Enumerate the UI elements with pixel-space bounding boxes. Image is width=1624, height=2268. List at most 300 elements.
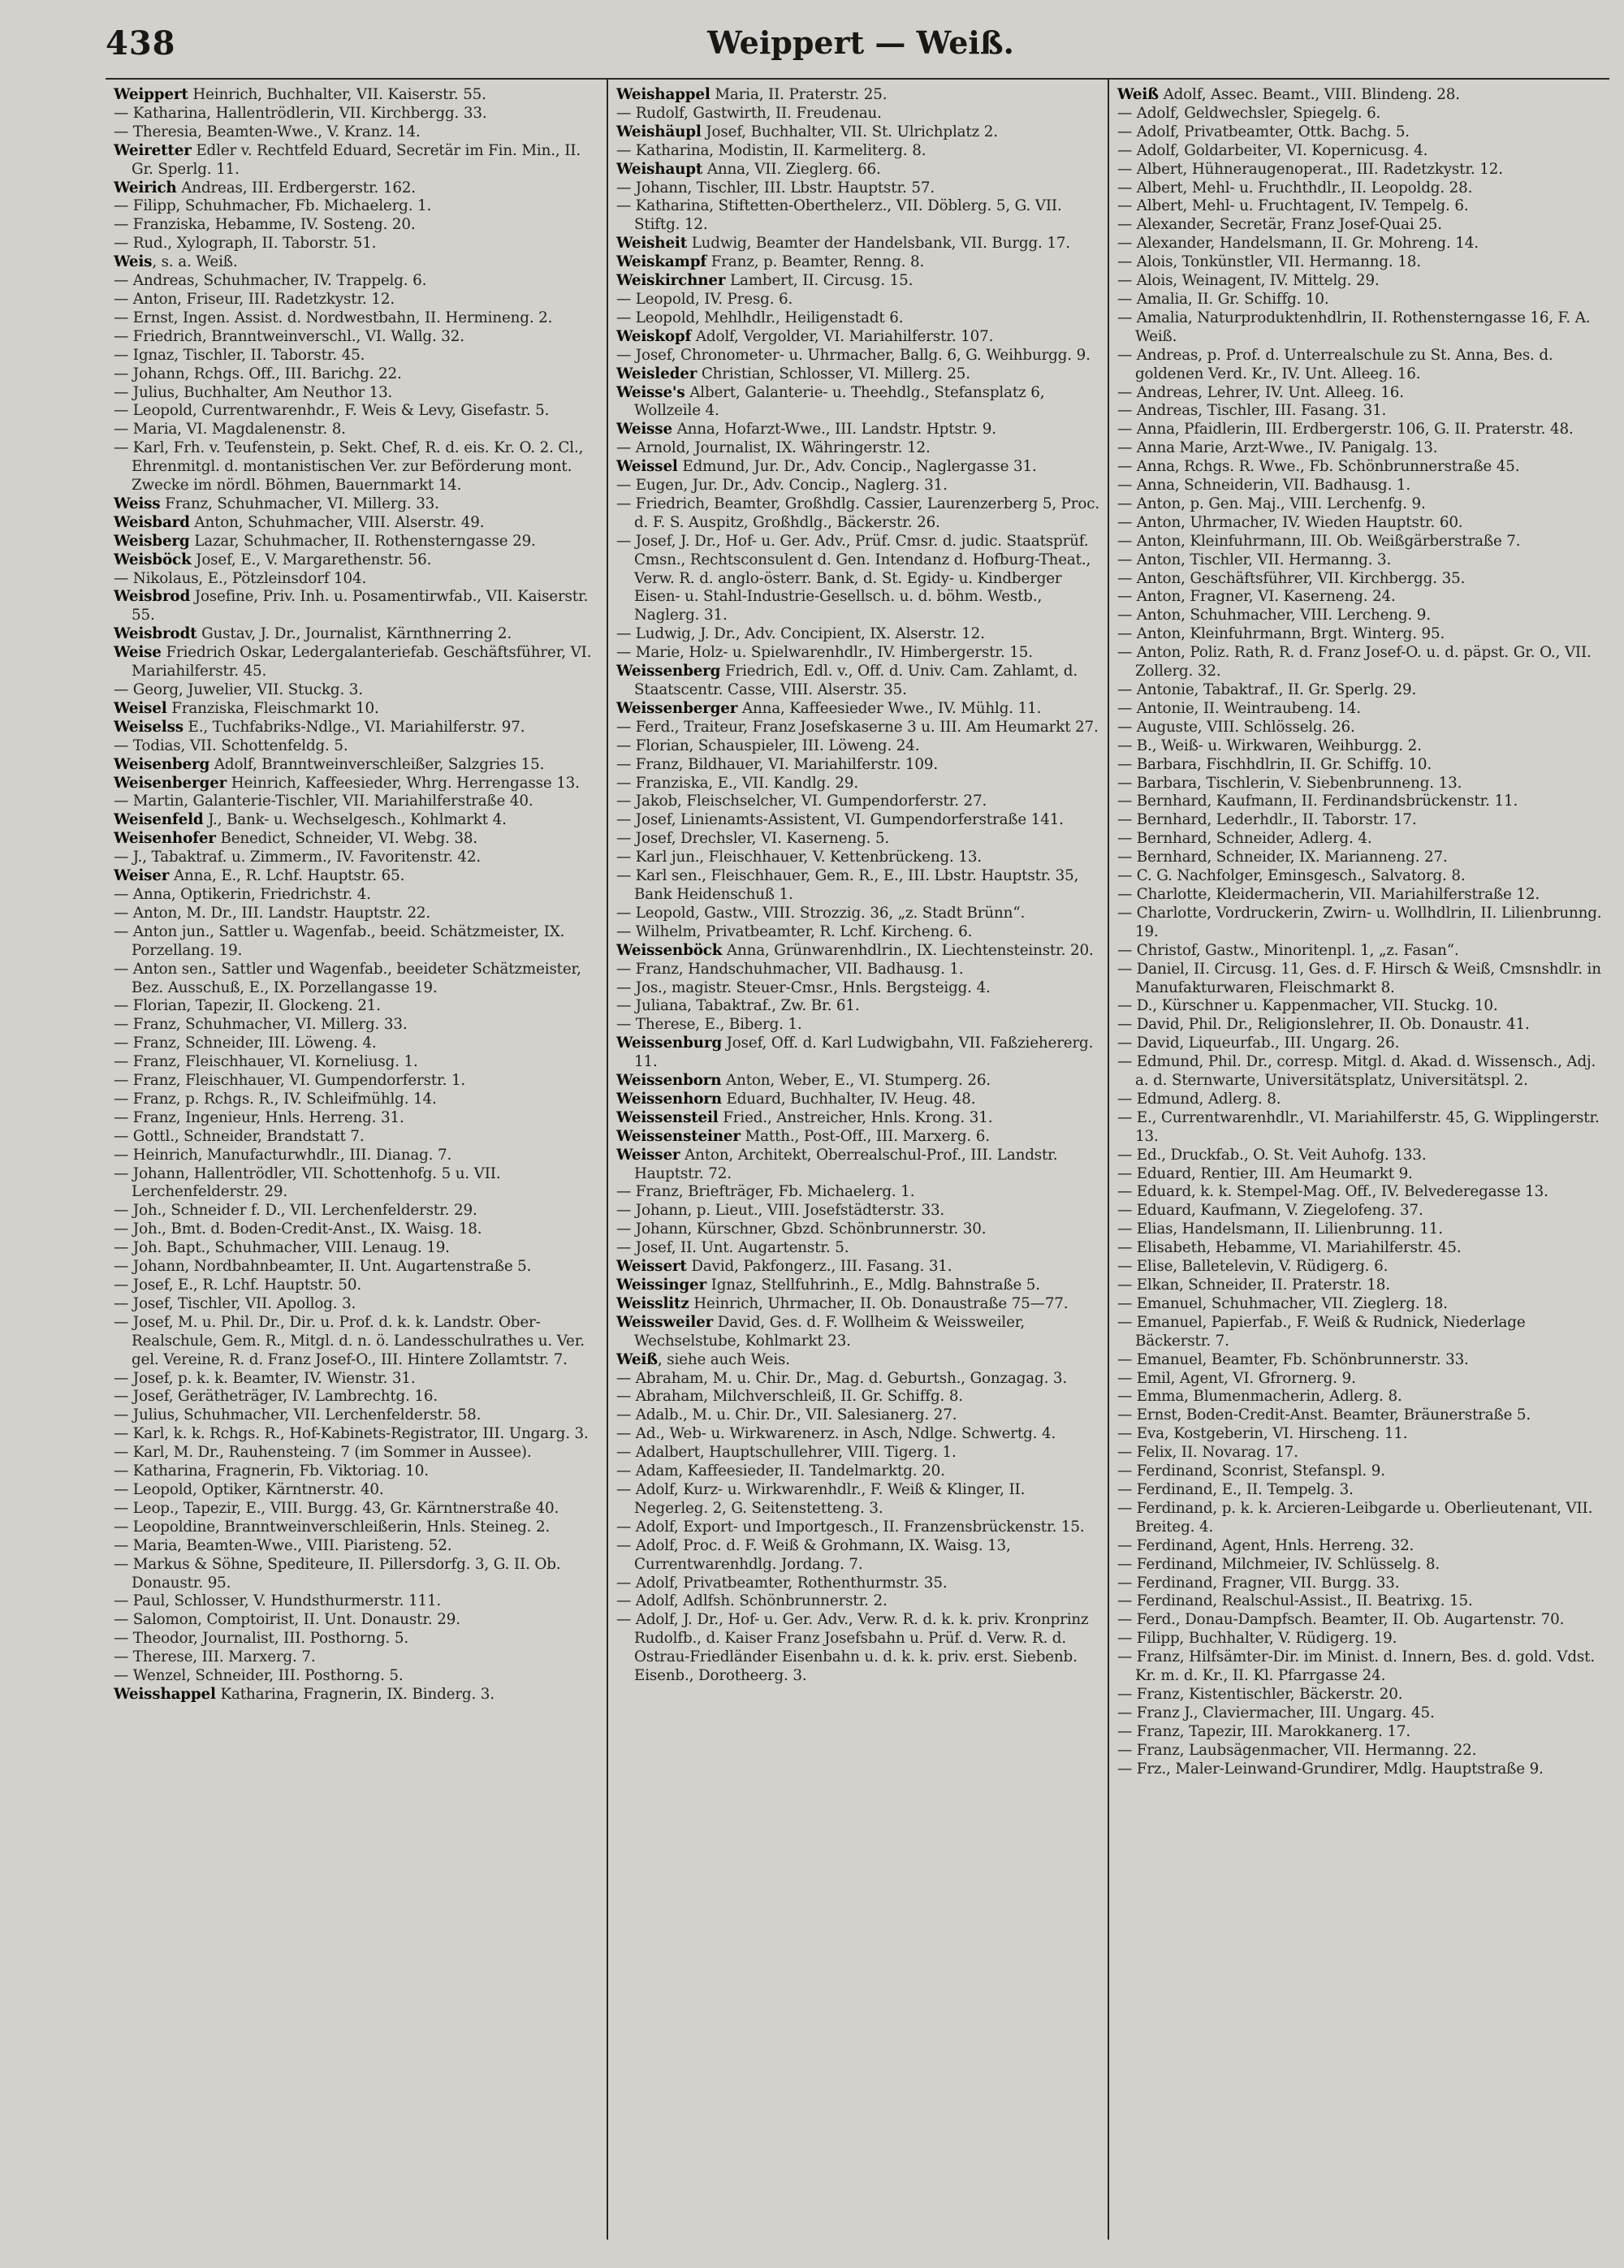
directory-entry — [114, 105, 600, 123]
entry-text: — Martin, Galanterie-Tischler, VII. Mariahilferstraße 40. — [114, 793, 533, 810]
entry-text: — Filipp, Buchhalter, V. Rüdigerg. 19. — [1117, 1630, 1397, 1648]
directory-entry — [114, 811, 600, 830]
column-left — [106, 80, 607, 2240]
directory-entry — [616, 1444, 1101, 1462]
entry-surname: Weissenhorn — [616, 1090, 722, 1108]
entry-text: — Charlotte, Kleidermacherin, VII. Mariahilferstraße 12. — [1117, 885, 1540, 903]
entry-text: — Eugen, Jur. Dr., Adv. Concip., Naglerg. 31. — [616, 477, 948, 495]
directory-entry — [114, 1630, 600, 1648]
entry-text: — Anton, Uhrmacher, IV. Wieden Hauptstr. 60. — [1117, 513, 1463, 531]
directory-entry — [114, 551, 600, 570]
directory-entry — [1117, 811, 1602, 830]
entry-surname: Weisenhofer — [114, 830, 216, 848]
entry-text: Lambert, II. Circusg. 15. — [725, 272, 914, 290]
entry-text: — Adalb., M. u. Chir. Dr., VII. Salesianerg. 27. — [616, 1406, 957, 1424]
directory-entry — [114, 849, 600, 867]
entry-text: — Auguste, VIII. Schlösselg. 26. — [1117, 718, 1355, 736]
directory-entry — [616, 1147, 1101, 1184]
entry-text: Gustav, J. Dr., Journalist, Kärnthnerring 2. — [197, 625, 512, 643]
directory-entry — [1117, 1295, 1602, 1314]
directory-entry — [616, 291, 1101, 309]
directory-entry — [616, 1592, 1101, 1611]
entry-text: — Ferd., Traiteur, Franz Josefskaserne 3 u. III. Am Heumarkt 27. — [616, 718, 1099, 736]
entry-text: Anton, Weber, E., VI. Stumperg. 26. — [721, 1072, 991, 1090]
entry-text: — Franz, Handschuhmacher, VII. Badhausg. 1. — [616, 960, 964, 978]
directory-entry — [1117, 384, 1602, 403]
directory-entry — [616, 439, 1101, 458]
directory-entry — [114, 421, 600, 439]
entry-text: — Adolf, Privatbeamter, Ottk. Bachg. 5. — [1117, 123, 1410, 140]
directory-entry — [114, 1537, 600, 1556]
directory-entry — [616, 1388, 1101, 1406]
directory-entry — [114, 514, 600, 533]
entry-text: — Anna Marie, Arzt-Wwe., IV. Panigalg. 13. — [1117, 439, 1438, 457]
directory-entry — [114, 1035, 600, 1053]
directory-entry — [1117, 105, 1602, 123]
directory-entry — [1117, 1611, 1602, 1630]
directory-entry — [1117, 1592, 1602, 1611]
entry-text: Anna, E., R. Lchf. Hauptstr. 65. — [169, 867, 405, 885]
directory-entry — [114, 1091, 600, 1109]
entry-text: — Adolf, Proc. d. F. Weiß & Grohmann, IX. Waisg. 13, Currentwarenhdlg. Jordang. 7. — [616, 1536, 1011, 1573]
entry-text: Anton, Schuhmacher, VIII. Alserstr. 49. — [189, 513, 485, 531]
directory-entry — [1117, 1704, 1602, 1723]
directory-entry — [616, 1072, 1101, 1091]
directory-entry — [616, 1481, 1101, 1518]
directory-entry — [616, 1611, 1101, 1686]
entry-surname: Weiser — [114, 867, 170, 885]
directory-entry — [616, 867, 1101, 905]
entry-text: Fried., Anstreicher, Hnls. Krong. 31. — [718, 1108, 993, 1126]
directory-entry — [114, 253, 600, 272]
directory-entry — [616, 197, 1101, 235]
entry-text: — Ignaz, Tischler, II. Taborstr. 45. — [114, 346, 365, 364]
entry-surname: Weiskirchner — [616, 272, 726, 290]
entry-surname: Weishäupl — [616, 123, 702, 140]
entry-text: Franz, Schuhmacher, VI. Millerg. 33. — [160, 495, 439, 512]
entry-text: — Bernhard, Lederhdlr., II. Taborstr. 17. — [1117, 811, 1417, 829]
entry-text: — Elise, Balletelevin, V. Rüdigerg. 6. — [1117, 1258, 1389, 1276]
entry-text: — Friedrich, Beamter, Großhdlg. Cassier, Laurenzerberg 5, Proc. d. F. S. Auspitz, Großhdlg., Bäckerstr. 26. — [616, 495, 1099, 531]
directory-entry — [616, 1314, 1101, 1351]
directory-entry — [114, 756, 600, 775]
entry-text: — Anton, p. Gen. Maj., VIII. Lerchenfg. 9. — [1117, 495, 1426, 512]
entry-text: — Abraham, M. u. Chir. Dr., Mag. d. Geburtsh., Gonzagag. 3. — [616, 1369, 1068, 1387]
directory-entry — [1117, 849, 1602, 867]
directory-entry — [1117, 1314, 1602, 1351]
entry-text: Eduard, Buchhalter, IV. Heug. 48. — [721, 1090, 976, 1108]
entry-text: , s. a. Weiß. — [152, 253, 238, 271]
directory-entry — [114, 123, 600, 142]
entry-text: — Georg, Juwelier, VII. Stuckg. 3. — [114, 681, 363, 698]
directory-entry — [114, 700, 600, 719]
entry-surname: Weiretter — [114, 141, 192, 159]
directory-entry — [114, 1016, 600, 1035]
directory-entry — [1117, 905, 1602, 942]
entry-text: — Eduard, k. k. Stempel-Mag. Off., IV. Belvederegasse 13. — [1117, 1183, 1548, 1201]
entry-text: — Franz J., Claviermacher, III. Ungarg. 45. — [1117, 1704, 1435, 1722]
entry-text: — Therese, III. Marxerg. 7. — [114, 1648, 316, 1666]
directory-entry — [1117, 1742, 1602, 1760]
entry-surname: Weisbrodt — [114, 625, 197, 643]
directory-entry — [1117, 123, 1602, 142]
directory-entry — [1117, 1630, 1602, 1648]
entry-text: — Julius, Buchhalter, Am Neuthor 13. — [114, 383, 393, 401]
entry-text: Christian, Schlosser, VI. Millerg. 25. — [697, 365, 970, 382]
entry-text: Maria, II. Praterstr. 25. — [710, 86, 888, 103]
entry-text: — Andreas, Lehrer, IV. Unt. Alleeg. 16. — [1117, 383, 1404, 401]
entry-text: Friedrich, Edl. v., Off. d. Univ. Cam. Zahlamt, d. Staatscentr. Casse, VIII. Alserstr. 35. — [634, 663, 1078, 698]
entry-text: Lazar, Schuhmacher, II. Rothensterngasse 29. — [189, 532, 536, 550]
entry-text: , siehe auch Weis. — [657, 1350, 790, 1368]
directory-entry — [1117, 830, 1602, 849]
entry-surname: Weishaupt — [616, 160, 703, 178]
entry-text: — Wenzel, Schneider, III. Posthorng. 5. — [114, 1667, 404, 1685]
entry-text: — Alois, Tonkünstler, VII. Hermanng. 18. — [1117, 253, 1421, 271]
directory-entry — [1117, 570, 1602, 589]
entry-surname: Weissenberg — [616, 663, 721, 680]
directory-entry — [616, 849, 1101, 867]
directory-entry — [616, 533, 1101, 626]
directory-entry — [114, 272, 600, 291]
entry-text: — Marie, Holz- u. Spielwarenhdlr., IV. Himbergerstr. 15. — [616, 644, 1033, 662]
entry-text: — Karl, M. Dr., Rauhensteing. 7 (im Sommer in Aussee). — [114, 1444, 532, 1462]
entry-text: — Adolf, J. Dr., Hof- u. Ger. Adv., Verw. R. d. k. k. priv. Kronprinz Rudolfb., d. Kaiser Franz Josefsbahn u. Prüf. d. Verw. R. d. Ostrau-Friedländer Eisenbahn u. d. k. k. priv. erst. Siebenb. Eisenb., Dorotheerg. 3. — [616, 1611, 1089, 1685]
directory-entry — [1117, 997, 1602, 1016]
directory-entry — [616, 105, 1101, 123]
entry-surname: Weiss — [114, 495, 161, 512]
directory-entry — [1117, 1258, 1602, 1277]
entry-text: — Paul, Schlosser, V. Hundsthurmerstr. 111. — [114, 1592, 442, 1610]
directory-entry — [1117, 942, 1602, 961]
directory-entry — [616, 700, 1101, 719]
entry-text: — Ad., Web- u. Wirkwarenerz. in Asch, Ndlge. Schwertg. 4. — [616, 1425, 1056, 1443]
entry-text: — Anton, Friseur, III. Radetzkystr. 12. — [114, 290, 395, 308]
entry-surname: Weissinger — [616, 1277, 706, 1294]
directory-entry — [616, 1518, 1101, 1537]
column-right — [1108, 80, 1609, 2240]
entry-text: — Ferdinand, Sconrist, Stefanspl. 9. — [1117, 1462, 1385, 1480]
directory-entry — [114, 533, 600, 551]
entry-text: — Theresia, Beamten-Wwe., V. Kranz. 14. — [114, 123, 421, 140]
directory-entry — [1117, 1481, 1602, 1500]
directory-entry — [616, 942, 1101, 961]
directory-entry — [1117, 1109, 1602, 1147]
directory-entry — [1117, 439, 1602, 458]
entry-text: — Ferd., Donau-Dampfsch. Beamter, II. Ob. Augartenstr. 70. — [1117, 1611, 1565, 1629]
directory-entry — [1117, 1723, 1602, 1742]
entry-text: — Joh., Schneider f. D., VII. Lerchenfelderstr. 29. — [114, 1202, 477, 1220]
directory-entry — [1117, 533, 1602, 551]
entry-text: — Johann, Kürschner, Gbzd. Schönbrunnerstr. 30. — [616, 1220, 987, 1238]
directory-entry — [1117, 644, 1602, 681]
directory-entry — [1117, 402, 1602, 421]
directory-entry — [1117, 1686, 1602, 1704]
directory-entry — [114, 681, 600, 700]
entry-text: — Maria, Beamten-Wwe., VIII. Piaristeng. 52. — [114, 1536, 452, 1554]
directory-entry — [114, 1444, 600, 1462]
entry-text: — Ferdinand, Fragner, VII. Burgg. 33. — [1117, 1574, 1400, 1592]
entry-surname: Weissenburg — [616, 1035, 722, 1052]
entry-text: — Emil, Agent, VI. Gfrornerg. 9. — [1117, 1369, 1356, 1387]
entry-surname: Weisenberg — [114, 755, 210, 773]
directory-entry — [1117, 1648, 1602, 1686]
entry-surname: Weise — [114, 644, 162, 662]
entry-text: — Amalia, Naturproduktenhdlrin, II. Rothensterngasse 16, F. A. Weiß. — [1117, 309, 1591, 345]
directory-entry — [1117, 216, 1602, 235]
directory-entry — [616, 272, 1101, 291]
directory-entry — [114, 1147, 600, 1165]
directory-entry — [616, 458, 1101, 477]
entry-text: Ignaz, Stellfuhrinh., E., Mdlg. Bahnstraße 5. — [706, 1277, 1040, 1294]
directory-entry — [1117, 737, 1602, 756]
directory-entry — [1117, 775, 1602, 793]
directory-entry — [114, 737, 600, 756]
directory-entry — [114, 1425, 600, 1444]
directory-entry — [1117, 161, 1602, 179]
entry-text: — Alois, Weinagent, IV. Mittelg. 29. — [1117, 272, 1380, 290]
entry-surname: Weissweiler — [616, 1313, 714, 1331]
entry-text: — Franz, Ingenieur, Hnls. Herreng. 31. — [114, 1108, 404, 1126]
directory-entry — [1117, 458, 1602, 477]
entry-text: — David, Liqueurfab., III. Ungarg. 26. — [1117, 1035, 1400, 1052]
directory-entry — [616, 253, 1101, 272]
entry-text: — Adolf, Kurz- u. Wirkwarenhdlr., F. Weiß & Klinger, II. Negerleg. 2, G. Seitenstetteng. 3. — [616, 1480, 1026, 1517]
directory-entry — [114, 1239, 600, 1258]
directory-entry — [114, 588, 600, 625]
entry-text: E., Tuchfabriks-Ndlge., VI. Mariahilferstr. 97. — [183, 718, 525, 736]
directory-entry — [114, 961, 600, 998]
entry-surname: Weisse's — [616, 383, 685, 401]
entry-text: — Filipp, Schuhmacher, Fb. Michaelerg. 1. — [114, 197, 432, 215]
directory-entry — [114, 347, 600, 365]
directory-entry — [616, 365, 1101, 384]
directory-entry — [114, 384, 600, 403]
entry-text: — Josef, Tischler, VII. Apollog. 3. — [114, 1294, 356, 1312]
entry-text: — Ed., Druckfab., O. St. Veit Auhofg. 133. — [1117, 1146, 1427, 1164]
entry-text: — Franz, Laubsägenmacher, VII. Hermanng. 22. — [1117, 1741, 1477, 1759]
directory-entry — [616, 811, 1101, 830]
directory-entry — [114, 905, 600, 923]
entry-text: — Franz, p. Rchgs. R., IV. Schleifmühlg. 14. — [114, 1090, 437, 1108]
directory-entry — [114, 86, 600, 105]
entry-text: — Ferdinand, Milchmeier, IV. Schlüsselg. 8. — [1117, 1555, 1440, 1573]
directory-entry — [616, 161, 1101, 179]
entry-text: — Andreas, Tischler, III. Fasang. 31. — [1117, 402, 1387, 420]
directory-entry — [616, 142, 1101, 161]
directory-entry — [114, 719, 600, 737]
entry-text: — Ernst, Boden-Credit-Anst. Beamter, Bräunerstraße 5. — [1117, 1406, 1531, 1424]
entry-text: — Elisabeth, Hebamme, VI. Mariahilferstr. 45. — [1117, 1239, 1462, 1257]
directory-entry — [1117, 1556, 1602, 1575]
entry-text: — Franziska, E., VII. Kandlg. 29. — [616, 774, 859, 792]
directory-entry — [1117, 1277, 1602, 1295]
entry-text: J., Bank- u. Wechselgesch., Kohlmarkt 4. — [203, 811, 507, 829]
directory-entry — [616, 1462, 1101, 1481]
entry-text: — Franz, Fleischhauer, VI. Gumpendorferstr. 1. — [114, 1072, 466, 1090]
directory-entry — [1117, 272, 1602, 291]
directory-entry — [1117, 86, 1602, 105]
entry-text: — C. G. Nachfolger, Eminsgesch., Salvatorg. 8. — [1117, 867, 1466, 885]
directory-entry — [114, 830, 600, 849]
entry-text: — Adalbert, Hauptschullehrer, VIII. Tigerg. 1. — [616, 1444, 957, 1462]
entry-surname: Weissenböck — [616, 941, 723, 959]
directory-entry — [1117, 756, 1602, 775]
directory-entry — [1117, 309, 1602, 347]
entry-text: — Anna, Schneiderin, VII. Badhausg. 1. — [1117, 477, 1411, 495]
entry-text: — Anton sen., Sattler und Wagenfab., beeideter Schätzmeister, Bez. Ausschuß, E., IX. Porzellangasse 19. — [114, 960, 581, 996]
entry-text: — Emanuel, Schuhmacher, VII. Zieglerg. 18. — [1117, 1294, 1448, 1312]
column-middle — [607, 80, 1108, 2240]
entry-text: — Anna, Rchgs. R. Wwe., Fb. Schönbrunnerstraße 45. — [1117, 458, 1520, 476]
directory-entry — [114, 1277, 600, 1295]
entry-text: — Karl jun., Fleischhauer, V. Kettenbrückeng. 13. — [616, 849, 982, 866]
directory-entry — [1117, 588, 1602, 607]
entry-text: — Charlotte, Vordruckerin, Zwirn- u. Wollhdlrin, II. Lilienbrunng. 19. — [1117, 904, 1602, 940]
directory-entry — [1117, 1500, 1602, 1537]
directory-entry — [1117, 1444, 1602, 1462]
directory-entry — [1117, 1370, 1602, 1389]
directory-entry — [1117, 421, 1602, 439]
entry-text: — Johann, Nordbahnbeamter, II. Unt. Augartenstraße 5. — [114, 1258, 532, 1276]
entry-text: — Wilhelm, Privatbeamter, R. Lchf. Kircheng. 6. — [616, 922, 973, 940]
directory-entry — [616, 86, 1101, 105]
directory-entry — [114, 328, 600, 347]
entry-text: — Florian, Schauspieler, III. Löweng. 24. — [616, 737, 920, 754]
entry-text: — Antonie, II. Weintraubeng. 14. — [1117, 699, 1361, 717]
entry-text: — Juliana, Tabaktraf., Zw. Br. 61. — [616, 997, 860, 1015]
entry-text: — Edmund, Adlerg. 8. — [1117, 1090, 1281, 1108]
running-head: Weippert — Weiß. — [707, 24, 1014, 61]
entry-text: — Ernst, Ingen. Assist. d. Nordwestbahn, II. Hermineng. 2. — [114, 309, 553, 326]
directory-entry — [114, 1258, 600, 1277]
entry-text: Benedict, Schneider, VI. Webg. 38. — [215, 830, 478, 848]
entry-text: — J., Tabaktraf. u. Zimmerm., IV. Favoritenstr. 42. — [114, 849, 482, 866]
directory-entry — [114, 179, 600, 198]
entry-text: — Franz, Schuhmacher, VI. Millerg. 33. — [114, 1016, 408, 1034]
entry-text: — Adolf, Adlfsh. Schönbrunnerstr. 2. — [616, 1592, 888, 1610]
directory-entry — [616, 328, 1101, 347]
directory-entry — [114, 235, 600, 253]
entry-surname: Weishappel — [616, 86, 710, 103]
entry-surname: Weissensteiner — [616, 1127, 741, 1145]
entry-text: — Arnold, Journalist, IX. Währingerstr. 12. — [616, 439, 931, 457]
entry-text: Heinrich, Kaffeesieder, Whrg. Herrengasse 13. — [227, 774, 580, 792]
directory-entry — [1117, 1053, 1602, 1091]
entry-text: — Jakob, Fleischselcher, VI. Gumpendorferstr. 27. — [616, 793, 987, 810]
entry-surname: Weisböck — [114, 551, 192, 568]
directory-entry — [1117, 347, 1602, 384]
entry-text: — Johann, Rchgs. Off., III. Barichg. 22. — [114, 365, 402, 382]
directory-entry — [114, 923, 600, 961]
entry-text: — Albert, Hühneraugenoperat., III. Radetzkystr. 12. — [1117, 160, 1503, 178]
entry-surname: Weisleder — [616, 365, 698, 382]
entry-text: — Todias, VII. Schottenfeldg. 5. — [114, 737, 348, 754]
entry-text: — Friedrich, Branntweinverschl., VI. Wallg. 32. — [114, 327, 464, 345]
directory-entry — [114, 1370, 600, 1389]
directory-entry — [616, 1575, 1101, 1593]
directory-entry — [114, 644, 600, 681]
directory-entry — [1117, 495, 1602, 514]
entry-text: Katharina, Fragnerin, IX. Binderg. 3. — [215, 1685, 495, 1703]
entry-text: — Anton, Kleinfuhrmann, III. Ob. Weißgärberstraße 7. — [1117, 532, 1521, 550]
directory-entry — [114, 142, 600, 179]
entry-text: — Leopold, Gastw., VIII. Strozzig. 36, „z. Stadt Brünn“. — [616, 904, 1026, 922]
entry-text: — Karl, Frh. v. Teufenstein, p. Sekt. Chef, R. d. eis. Kr. O. 2. Cl., Ehrenmitgl. d. montanistischen Ver. zur Beförderung mont. Zwecke im nördl. Böhmen, Bauernmarkt 14. — [114, 439, 584, 495]
entry-text: — Franziska, Hebamme, IV. Sosteng. 20. — [114, 216, 416, 234]
entry-text: — Eduard, Kaufmann, V. Ziegelofeng. 37. — [1117, 1202, 1423, 1220]
directory-entry — [1117, 253, 1602, 272]
entry-text: — Ferdinand, Agent, Hnls. Herreng. 32. — [1117, 1536, 1415, 1554]
directory-entry — [114, 1388, 600, 1406]
entry-text: Ludwig, Beamter der Handelsbank, VII. Burgg. 17. — [687, 235, 1070, 253]
directory-entry — [616, 737, 1101, 756]
entry-text: Heinrich, Uhrmacher, II. Ob. Donaustraße 75—77. — [689, 1294, 1069, 1312]
directory-entry — [1117, 142, 1602, 161]
entry-text: — Leopoldine, Branntweinverschleißerin, Hnls. Steineg. 2. — [114, 1518, 551, 1536]
directory-entry — [114, 1295, 600, 1314]
entry-text: — Leopold, Optiker, Kärntnerstr. 40. — [114, 1480, 384, 1498]
entry-text: — Andreas, p. Prof. d. Unterrealschule zu St. Anna, Bes. d. goldenen Verd. Kr., IV. Unt. Alleeg. 16. — [1117, 346, 1553, 382]
entry-text: Josef, Off. d. Karl Ludwigbahn, VII. Faßziehererg. 11. — [634, 1035, 1094, 1071]
entry-text: — Markus & Söhne, Spediteure, II. Pillersdorfg. 3, G. II. Ob. Donaustr. 95. — [114, 1555, 561, 1592]
entry-text: — Emma, Blumenmacherin, Adlerg. 8. — [1117, 1388, 1402, 1406]
directory-entry — [114, 1667, 600, 1686]
entry-text: David, Ges. d. F. Wollheim & Weissweiler, Wechselstube, Kohlmarkt 23. — [634, 1313, 1026, 1350]
columns — [106, 78, 1609, 2240]
directory-entry — [114, 1648, 600, 1667]
entry-text: — Anna, Optikerin, Friedrichstr. 4. — [114, 885, 371, 903]
entry-text: Adolf, Branntweinverschleißer, Salzgries 15. — [209, 755, 545, 773]
entry-text: — Anna, Pfaidlerin, III. Erdbergerstr. 106, G. II. Praterstr. 48. — [1117, 421, 1574, 438]
directory-entry — [616, 1277, 1101, 1295]
directory-entry — [114, 1611, 600, 1630]
directory-entry — [114, 1500, 600, 1518]
entry-text: — Adolf, Geldwechsler, Spiegelg. 6. — [1117, 104, 1381, 122]
entry-text: — Josef, M. u. Phil. Dr., Dir. u. Prof. d. k. k. Landstr. Ober-Realschule, Gem. R., Mitgl. d. n. ö. Landesschulrathes u. Ver. gel. Vereine, R. d. Franz Josef-O., III. Hintere Zollamtstr. 7. — [114, 1313, 585, 1368]
entry-text: — Theodor, Journalist, III. Posthorng. 5. — [114, 1630, 408, 1648]
entry-text: — Franz, Bildhauer, VI. Mariahilferstr. 109. — [616, 755, 939, 773]
entry-text: — Nikolaus, E., Pötzleinsdorf 104. — [114, 569, 367, 587]
directory-entry — [616, 179, 1101, 198]
directory-entry — [1117, 793, 1602, 811]
entry-surname: Weiß — [616, 1350, 658, 1368]
entry-text: — Franz, Hilfsämter-Dir. im Minist. d. Innern, Bes. d. gold. Vdst. Kr. m. d. Kr., II. Kl. Pfarrgasse 24. — [1117, 1648, 1595, 1685]
directory-entry — [1117, 1462, 1602, 1481]
entry-text: — Emanuel, Papierfab., F. Weiß & Rudnick, Niederlage Bäckerstr. 7. — [1117, 1313, 1526, 1350]
directory-entry — [616, 1295, 1101, 1314]
entry-text: — Katharina, Hallentrödlerin, VII. Kirchbergg. 33. — [114, 104, 487, 122]
entry-text: — Gottl., Schneider, Brandstatt 7. — [114, 1127, 365, 1145]
directory-entry — [1117, 1575, 1602, 1593]
entry-text: Josef, E., V. Margarethenstr. 56. — [191, 551, 432, 568]
entry-text: — Maria, VI. Magdalenenstr. 8. — [114, 421, 346, 438]
directory-entry — [1117, 197, 1602, 216]
entry-text: — Adolf, Privatbeamter, Rothenthurmstr. 35. — [616, 1574, 948, 1592]
entry-text: — Daniel, II. Circusg. 11, Ges. d. F. Hirsch & Weiß, Cmsnshdlr. in Manufakturwaren, Fleischmarkt 8. — [1117, 960, 1601, 996]
directory-entry — [114, 365, 600, 384]
directory-entry — [114, 1556, 600, 1593]
entry-text: — Johann, Tischler, III. Lbstr. Hauptstr. 57. — [616, 179, 935, 197]
entry-surname: Weisberg — [114, 532, 190, 550]
entry-text: — Christof, Gastw., Minoritenpl. 1, „z. Fasan“. — [1117, 941, 1459, 959]
directory-entry — [114, 439, 600, 495]
entry-text: — Franz, Tapezir, III. Marokkanerg. 17. — [1117, 1722, 1411, 1740]
entry-text: — Anton, Geschäftsführer, VII. Kirchbergg. 35. — [1117, 569, 1466, 587]
directory-entry — [1117, 961, 1602, 998]
directory-entry — [616, 384, 1101, 421]
directory-entry — [1117, 235, 1602, 253]
